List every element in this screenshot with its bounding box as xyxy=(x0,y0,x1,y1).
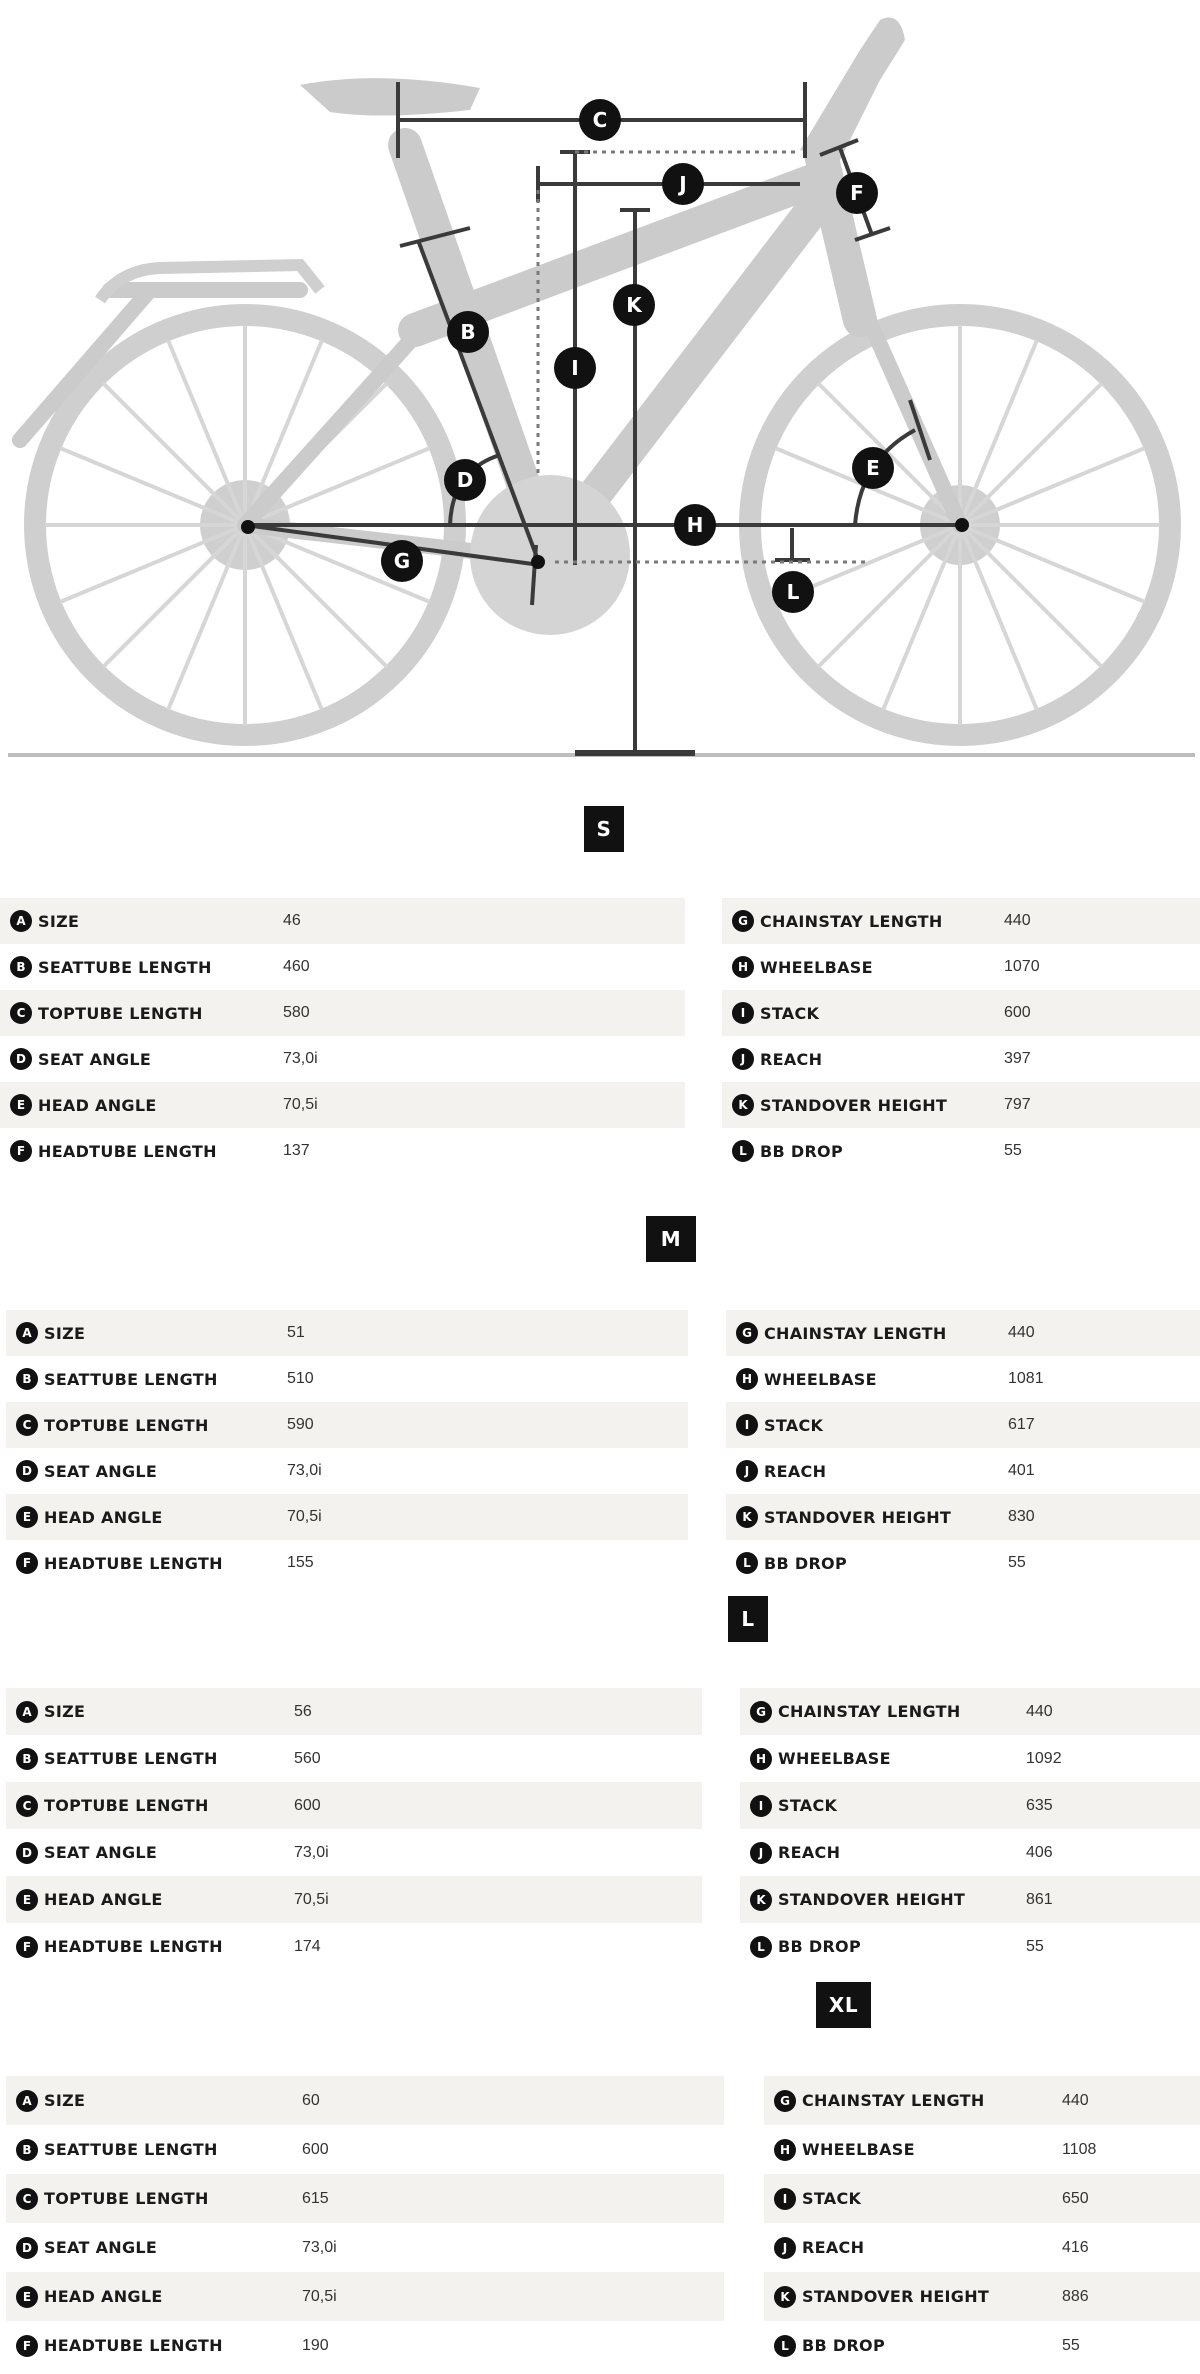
table-row xyxy=(0,1128,685,1174)
dimension-label: SEATTUBE LENGTH xyxy=(38,957,212,977)
dimension-key-badge: K xyxy=(774,2286,796,2308)
dimension-label: CHAINSTAY LENGTH xyxy=(764,1323,947,1343)
table-row xyxy=(0,990,685,1036)
dimension-value: 55 xyxy=(1008,1554,1026,1571)
dimension-key-badge: K xyxy=(732,1094,754,1116)
dimension-key-badge: H xyxy=(774,2139,796,2161)
dimension-value: 440 xyxy=(1062,2091,1089,2109)
dimension-key-badge: A xyxy=(16,2090,38,2112)
dimension-label: CHAINSTAY LENGTH xyxy=(760,911,943,931)
dimension-key-badge: A xyxy=(16,1322,38,1344)
table-row xyxy=(0,1036,685,1082)
dimension-key-badge: K xyxy=(736,1506,758,1528)
dimension-label: TOPTUBE LENGTH xyxy=(44,2189,209,2208)
dimension-label: BB DROP xyxy=(778,1937,861,1956)
table-row xyxy=(722,1128,1200,1174)
dimension-value: 460 xyxy=(283,958,310,975)
table-row xyxy=(0,898,685,944)
dimension-label: TOPTUBE LENGTH xyxy=(38,1003,203,1023)
table-row xyxy=(6,1876,702,1923)
table-row xyxy=(6,2076,724,2125)
table-row xyxy=(726,1540,1200,1586)
table-row xyxy=(722,944,1200,990)
dimension-key-badge: J xyxy=(750,1842,772,1864)
dimension-value: 440 xyxy=(1004,912,1031,929)
dimension-value: 440 xyxy=(1008,1324,1035,1341)
dimension-value: 440 xyxy=(1026,1702,1053,1720)
dimension-label: STANDOVER HEIGHT xyxy=(760,1095,948,1115)
table-row xyxy=(6,2272,724,2321)
dimension-label: CHAINSTAY LENGTH xyxy=(802,2091,985,2110)
marker-b-label: B xyxy=(460,320,476,344)
marker-i-label: I xyxy=(571,356,579,380)
bike-geometry-svg xyxy=(0,0,1200,760)
size-tag-xl[interactable]: XL xyxy=(816,1982,871,2028)
dimension-key-badge: C xyxy=(16,2188,38,2210)
table-row xyxy=(740,1923,1200,1970)
dimension-key-badge: I xyxy=(736,1414,758,1436)
dimension-key-badge: E xyxy=(16,1889,38,1911)
dimension-value: 615 xyxy=(302,2189,329,2207)
table-row xyxy=(6,1356,688,1402)
table-row xyxy=(6,2223,724,2272)
dimension-key-badge: B xyxy=(16,1368,38,1390)
dimension-label: HEADTUBE LENGTH xyxy=(44,1553,223,1573)
geometry-table-m-right xyxy=(726,1310,1200,1586)
table-row xyxy=(6,1494,688,1540)
table-row xyxy=(722,990,1200,1036)
dimension-label: WHEELBASE xyxy=(764,1369,877,1389)
dimension-key-badge: I xyxy=(750,1795,772,1817)
dimension-value: 1108 xyxy=(1062,2140,1097,2158)
dimension-label: REACH xyxy=(764,1461,827,1481)
dimension-key-badge: G xyxy=(750,1701,772,1723)
dimension-label: SEATTUBE LENGTH xyxy=(44,1369,218,1389)
dimension-label: HEADTUBE LENGTH xyxy=(38,1141,217,1161)
dimension-key-badge: G xyxy=(732,910,754,932)
table-row xyxy=(722,898,1200,944)
dimension-key-badge: A xyxy=(10,910,32,932)
dimension-value: 590 xyxy=(287,1416,314,1433)
dimension-label: HEADTUBE LENGTH xyxy=(44,1937,223,1956)
dimension-value: 416 xyxy=(1062,2238,1089,2256)
dimension-key-badge: L xyxy=(732,1140,754,1162)
table-row xyxy=(726,1494,1200,1540)
dimension-label: HEADTUBE LENGTH xyxy=(44,2336,223,2355)
table-row xyxy=(726,1402,1200,1448)
table-row xyxy=(764,2223,1200,2272)
dimension-value: 51 xyxy=(287,1324,305,1341)
dimension-key-badge: F xyxy=(16,1552,38,1574)
dimension-value: 600 xyxy=(302,2140,329,2158)
table-row xyxy=(764,2321,1200,2370)
table-row xyxy=(6,2321,724,2370)
marker-j-label: J xyxy=(679,172,687,196)
table-row xyxy=(726,1310,1200,1356)
dimension-label: SEAT ANGLE xyxy=(38,1049,152,1069)
dimension-label: SEAT ANGLE xyxy=(44,1843,158,1862)
dimension-value: 60 xyxy=(302,2091,320,2109)
table-row xyxy=(722,1082,1200,1128)
dimension-label: SIZE xyxy=(44,2091,86,2110)
dimension-label: SEAT ANGLE xyxy=(44,1461,158,1481)
dimension-value: 46 xyxy=(283,912,301,929)
dimension-label: REACH xyxy=(778,1843,841,1862)
table-row xyxy=(764,2272,1200,2321)
dimension-label: REACH xyxy=(802,2238,865,2257)
dimension-label: WHEELBASE xyxy=(802,2140,915,2159)
dimension-value: 1081 xyxy=(1008,1370,1044,1387)
table-row xyxy=(740,1876,1200,1923)
table-row xyxy=(726,1356,1200,1402)
table-row xyxy=(740,1782,1200,1829)
table-row xyxy=(764,2076,1200,2125)
table-row xyxy=(6,1540,688,1586)
dimension-key-badge: A xyxy=(16,1701,38,1723)
dimension-value: 73,0i xyxy=(294,1843,329,1861)
bike-geometry-diagram xyxy=(0,0,1200,760)
marker-c-label: C xyxy=(592,108,608,132)
dimension-value: 56 xyxy=(294,1702,312,1720)
table-row xyxy=(6,1923,702,1970)
table-row xyxy=(722,1036,1200,1082)
dimension-value: 600 xyxy=(294,1796,321,1814)
geometry-table-s-right xyxy=(722,898,1200,1174)
dimension-label: STANDOVER HEIGHT xyxy=(764,1507,952,1527)
dimension-key-badge: K xyxy=(750,1889,772,1911)
dimension-value: 174 xyxy=(294,1937,321,1955)
dimension-value: 73,0i xyxy=(283,1050,318,1067)
dimension-key-badge: L xyxy=(750,1936,772,1958)
dimension-key-badge: D xyxy=(16,1842,38,1864)
dimension-key-badge: H xyxy=(732,956,754,978)
dimension-value: 886 xyxy=(1062,2287,1089,2305)
dimension-value: 1092 xyxy=(1026,1749,1062,1767)
table-row xyxy=(740,1829,1200,1876)
dimension-key-badge: H xyxy=(736,1368,758,1390)
dimension-value: 580 xyxy=(283,1004,310,1021)
dimension-key-badge: F xyxy=(10,1140,32,1162)
dimension-value: 797 xyxy=(1004,1096,1031,1113)
dimension-value: 397 xyxy=(1004,1050,1031,1067)
dimension-key-badge: C xyxy=(10,1002,32,1024)
table-row xyxy=(6,1402,688,1448)
geometry-table-xl-right xyxy=(764,2076,1200,2370)
table-row xyxy=(6,2174,724,2223)
dimension-key-badge: E xyxy=(10,1094,32,1116)
dimension-key-badge: B xyxy=(16,2139,38,2161)
dimension-key-badge: J xyxy=(736,1460,758,1482)
table-row xyxy=(740,1688,1200,1735)
dimension-label: HEAD ANGLE xyxy=(44,1890,163,1909)
dimension-value: 70,5i xyxy=(287,1508,322,1525)
table-row xyxy=(0,1082,685,1128)
table-row xyxy=(740,1735,1200,1782)
dimension-key-badge: B xyxy=(10,956,32,978)
dimension-label: STACK xyxy=(778,1796,838,1815)
dimension-label: SIZE xyxy=(38,911,80,931)
dimension-label: TOPTUBE LENGTH xyxy=(44,1796,209,1815)
size-tag-l[interactable]: L xyxy=(728,1596,768,1642)
dimension-key-badge: C xyxy=(16,1795,38,1817)
dimension-value: 600 xyxy=(1004,1004,1031,1021)
marker-g-label: G xyxy=(393,549,411,573)
dimension-key-badge: F xyxy=(16,2335,38,2357)
dimension-value: 650 xyxy=(1062,2189,1089,2207)
dimension-key-badge: G xyxy=(774,2090,796,2112)
dimension-label: CHAINSTAY LENGTH xyxy=(778,1702,961,1721)
dimension-label: SIZE xyxy=(44,1702,86,1721)
dimension-label: HEAD ANGLE xyxy=(38,1095,157,1115)
geometry-table-m-left xyxy=(6,1310,688,1586)
dimension-label: REACH xyxy=(760,1049,823,1069)
marker-k-label: K xyxy=(626,293,642,317)
dimension-label: SIZE xyxy=(44,1323,86,1343)
dimension-key-badge: J xyxy=(774,2237,796,2259)
table-row xyxy=(6,1448,688,1494)
dimension-value: 55 xyxy=(1026,1937,1044,1955)
dimension-label: SEATTUBE LENGTH xyxy=(44,1749,218,1768)
table-row xyxy=(6,1782,702,1829)
dimension-value: 830 xyxy=(1008,1508,1035,1525)
table-row xyxy=(764,2174,1200,2223)
size-tag-s[interactable]: S xyxy=(584,806,624,852)
table-row xyxy=(6,1688,702,1735)
dimension-label: BB DROP xyxy=(760,1141,843,1161)
dimension-key-badge: G xyxy=(736,1322,758,1344)
dimension-key-badge: D xyxy=(10,1048,32,1070)
marker-f-label: F xyxy=(850,181,864,205)
dimension-value: 55 xyxy=(1062,2336,1080,2354)
dimension-key-badge: B xyxy=(16,1748,38,1770)
dimension-value: 73,0i xyxy=(287,1462,322,1479)
dimension-label: BB DROP xyxy=(764,1553,847,1573)
dimension-key-badge: F xyxy=(16,1936,38,1958)
dimension-key-badge: D xyxy=(16,2237,38,2259)
dimension-label: TOPTUBE LENGTH xyxy=(44,1415,209,1435)
dimension-key-badge: D xyxy=(16,1460,38,1482)
marker-e-label: E xyxy=(866,456,880,480)
dimension-value: 70,5i xyxy=(302,2287,337,2305)
dimension-label: WHEELBASE xyxy=(760,957,873,977)
dimension-value: 55 xyxy=(1004,1142,1022,1159)
dimension-key-badge: H xyxy=(750,1748,772,1770)
dimension-label: HEAD ANGLE xyxy=(44,1507,163,1527)
dimension-value: 861 xyxy=(1026,1890,1053,1908)
geometry-table-xl-left xyxy=(6,2076,724,2370)
dimension-value: 137 xyxy=(283,1142,310,1159)
geometry-table-l-left xyxy=(6,1688,702,1970)
dimension-value: 70,5i xyxy=(294,1890,329,1908)
dimension-key-badge: L xyxy=(774,2335,796,2357)
dimension-label: HEAD ANGLE xyxy=(44,2287,163,2306)
dimension-value: 155 xyxy=(287,1554,314,1571)
marker-h-label: H xyxy=(686,513,704,537)
dimension-label: STACK xyxy=(802,2189,862,2208)
dimension-value: 406 xyxy=(1026,1843,1053,1861)
dimension-key-badge: J xyxy=(732,1048,754,1070)
dimension-label: SEATTUBE LENGTH xyxy=(44,2140,218,2159)
table-row xyxy=(0,944,685,990)
dimension-label: STACK xyxy=(760,1003,820,1023)
table-row xyxy=(6,1735,702,1782)
marker-l-label: L xyxy=(786,580,800,604)
dimension-value: 190 xyxy=(302,2336,329,2354)
dimension-label: WHEELBASE xyxy=(778,1749,891,1768)
geometry-table-l-right xyxy=(740,1688,1200,1970)
size-tag-m[interactable]: M xyxy=(646,1216,696,1262)
dimension-label: STACK xyxy=(764,1415,824,1435)
table-row xyxy=(6,1829,702,1876)
dimension-value: 1070 xyxy=(1004,958,1040,975)
dimension-value: 510 xyxy=(287,1370,314,1387)
dimension-key-badge: L xyxy=(736,1552,758,1574)
dimension-key-badge: I xyxy=(732,1002,754,1024)
table-row xyxy=(6,2125,724,2174)
dimension-label: STANDOVER HEIGHT xyxy=(778,1890,966,1909)
table-row xyxy=(764,2125,1200,2174)
dimension-value: 73,0i xyxy=(302,2238,337,2256)
dimension-key-badge: E xyxy=(16,1506,38,1528)
geometry-table-s-left xyxy=(0,898,685,1174)
dimension-label: STANDOVER HEIGHT xyxy=(802,2287,990,2306)
dimension-label: SEAT ANGLE xyxy=(44,2238,158,2257)
dimension-value: 635 xyxy=(1026,1796,1053,1814)
dimension-key-badge: E xyxy=(16,2286,38,2308)
dimension-value: 70,5i xyxy=(283,1096,318,1113)
table-row xyxy=(6,1310,688,1356)
dimension-value: 560 xyxy=(294,1749,321,1767)
dimension-value: 617 xyxy=(1008,1416,1035,1433)
dimension-label: BB DROP xyxy=(802,2336,885,2355)
marker-d-label: D xyxy=(456,468,474,492)
table-row xyxy=(726,1448,1200,1494)
dimension-value: 401 xyxy=(1008,1462,1035,1479)
dimension-key-badge: C xyxy=(16,1414,38,1436)
dimension-key-badge: I xyxy=(774,2188,796,2210)
